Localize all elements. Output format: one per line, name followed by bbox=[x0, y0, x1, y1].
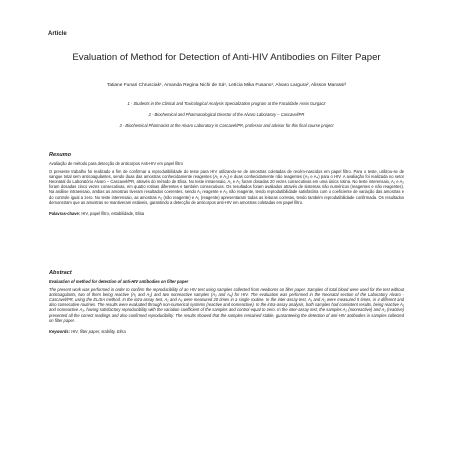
abstract-body: The present work was performed in order to confirm the reproducibility of an HIV test using samples collected from newborns on filter paper. Samples of total blood were used for the test without anticoagulants, two of them being reactive (A₁ and A₂) and two nonreactive samples (A₃ and A₄) for HIV. The evaluation was performed in the Neonatal section of the Laboratory Alvaro - Cascavel/PR, using the ELISA method. In the intra-assay test, A₁ and A₃ were measured 20 times in a single routine. In the inter-assay test, A₁ and A₂ were measured 5 times, in 4 different and also consecutive routines. The results were evaluated through non-numerical systems (reactive and nonreactive). In the intra-assay analysis, both samples had consistent results, being reactive A₁ and nonreactive A₃, having satisfactory reproducibility with the variation coefficient of the samples and control equal to zero. In the inter-assay test, the samples A₂ (nonreactive) and A₁ (reactive) presented all the correct readings and also confirmed reproducibility. The results showed that the samples remained stable, guaranteeing the detection of anti-HIV antibodies in samples collected on filter paper. bbox=[49, 287, 404, 323]
abstract-keywords bbox=[49, 329, 404, 334]
abstract-heading: Abstract bbox=[49, 270, 72, 276]
resumo-keywords-label: Palavras-chave: bbox=[49, 210, 81, 216]
resumo-subtitle: Avaliação de método para detecção de anticorpos Anti-HIV em papel filtro bbox=[49, 161, 183, 166]
article-type-label: Article bbox=[48, 31, 67, 37]
abstract-subtitle: Evaluation of method for detection of anti-HIV antibodies on filter paper bbox=[49, 279, 189, 284]
affiliation-1: 1 - Students in the Clinical and Toxicological Analysis Specialization program at the Faculdade Assis Gurgacz bbox=[127, 101, 326, 106]
affiliation-2: 2 - Biochemical and Pharmacological Director of the Alvaro Laboratory – Cascavel/PR bbox=[148, 112, 305, 117]
resumo-body: O presente trabalho foi realizado a fim de confirmar a reprodutibilidade do teste para HIV utilizando-se de amostras coletadas de recém-nascidos em papel filtro. Para o teste, utilizou-se de sangue total sem anticoagulantes, sendo duas das amostras conhecidamente reagentes (A₁ e A₂) e duas conhecidamente não reagentes (A₃ e A₄) para o HIV. A avaliação foi realizada no setor Neonatal do Laboratório Alvaro – Cascavel/PR, através do método de Elisa. No teste intraensaio, A₁ e A₂ foram dosadas 20 vezes consecutivas em uma única rotina. No teste interensaio, A₁ e A₂ foram dosadas cinco vezes consecutivas, em quatro rotinas diferentes e também consecutivas. Os resultados foram avaliados através de sistemas não numéricos (reagentes e não reagentes). Na análise intraensaio, ambas as amostras tiveram resultados coerentes, sendo A₁ reagente e A₃ não reagente, tendo reprodutibilidade satisfatória com o coeficiente de variação das amostras e do controle igual a zero. No teste interensaio, as amostras A₂ (não reagente) e A₁ (reagente) apresentaram todas as leituras corretas, tendo também reprodutibilidade confirmada. Os resultados demonstram que as amostras se mantiveram estáveis, garantindo a detecção de anticorpos anti-HIV em amostras coletadas em papel filtro. bbox=[49, 169, 404, 205]
abstract-keywords-label: Keywords: bbox=[49, 328, 70, 334]
resumo-keywords bbox=[49, 211, 404, 216]
abstract-section bbox=[49, 270, 404, 334]
abstract-keywords-value: HIV, filter paper, stability, Elisa bbox=[71, 328, 126, 334]
resumo-keywords-value: HIV, papel filtro, estabilidade, Elisa bbox=[81, 210, 145, 216]
resumo-heading: Resumo bbox=[49, 152, 72, 158]
affiliation-3: 3 - Biochemical Pharmacist at the Alvaro Laboratory in Cascavel/PR, professor and advisor for this final course project bbox=[119, 123, 334, 128]
resumo-section bbox=[49, 152, 404, 216]
author-list: Tatiane Funari Chrusciak¹, Amanda Regina Nichi de Sá¹, Letícia Mika Fusano¹, Alvaro Largura², Alisson Marassi³ bbox=[106, 83, 347, 88]
paper-title: Evaluation of Method for Detection of Anti-HIV Antibodies on Filter Paper bbox=[72, 52, 381, 63]
